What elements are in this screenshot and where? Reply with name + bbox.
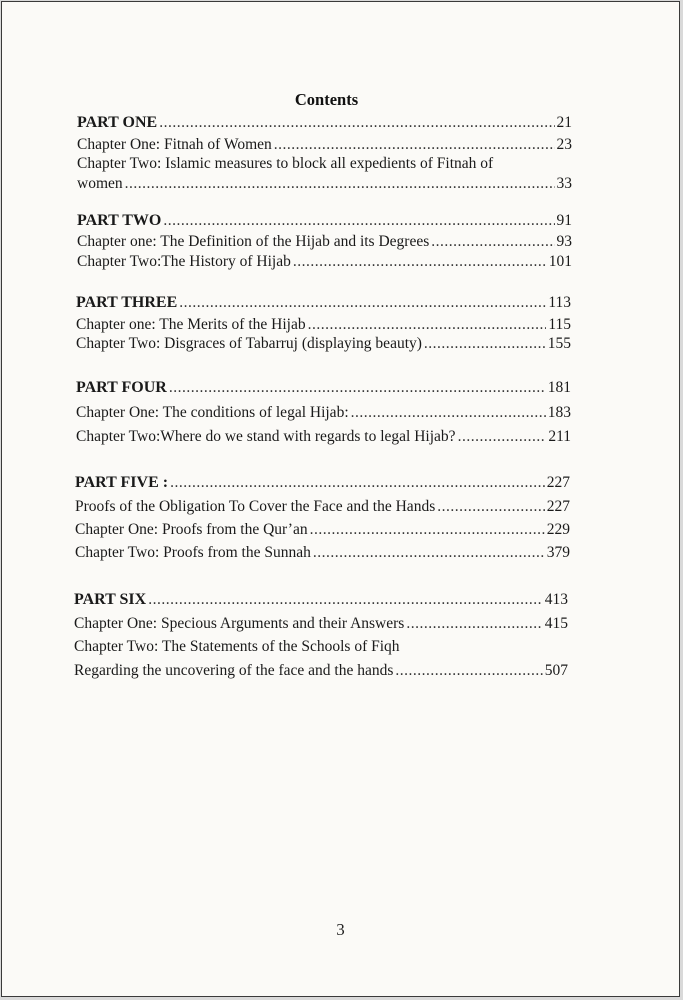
dot-leader [424,335,546,353]
page-ref: 115 [548,316,571,333]
page-number: 3 [336,920,345,939]
toc-part-one [77,114,572,132]
entry-label-line1: Chapter Two: Islamic measures to block all expedients of Fitnah of [77,155,494,172]
page-ref: 181 [547,379,571,396]
toc-entry [74,662,568,680]
toc-entry [77,253,572,271]
contents-heading: Contents [294,90,359,109]
toc-entry [77,233,572,251]
toc-entry [74,615,568,633]
dot-leader [293,253,547,271]
page-ref: 415 [544,615,568,632]
page-ref: 379 [546,544,570,561]
page-ref: 229 [546,521,570,538]
toc-entry [75,498,570,516]
dot-leader [169,379,546,397]
entry-label: Chapter one: The Merits of the Hijab [76,316,306,333]
dot-leader [163,212,554,230]
page-ref: 33 [556,175,572,192]
toc-entry [76,335,571,353]
dot-leader [406,615,542,633]
entry-label: Proofs of the Obligation To Cover the Face and the Hands [75,498,436,515]
part-label: PART THREE [76,294,178,311]
toc-part-five [75,474,570,492]
dot-leader [313,544,545,562]
toc-part-two [77,212,572,230]
dot-leader [395,662,542,680]
dot-leader [458,428,547,446]
dot-leader [274,136,555,154]
page-ref: 413 [544,591,568,608]
dot-leader [148,591,543,609]
toc-entry [75,521,570,539]
page-ref: 23 [556,136,572,153]
part-label: PART ONE [77,114,158,131]
entry-label: Chapter One: Specious Arguments and their Answers [74,615,405,632]
toc-part-three [76,294,571,312]
page-ref: 211 [548,428,571,445]
part-label: PART SIX [74,591,147,608]
toc-entry [75,544,570,562]
entry-label: Chapter one: The Definition of the Hijab and its Degrees [77,233,430,250]
page-ref: 183 [547,404,571,421]
page-ref: 91 [556,212,572,229]
entry-label: Regarding the uncovering of the face and the hands [74,662,394,679]
entry-label: Chapter One: Fitnah of Women [77,136,272,153]
page-ref: 507 [544,662,568,679]
dot-leader [431,233,554,251]
toc-entry [77,175,572,193]
entry-label: women [77,175,123,192]
entry-label: Chapter Two: Disgraces of Tabarruj (displaying beauty) [76,335,422,352]
dot-leader [179,294,546,312]
page-ref: 155 [547,335,571,352]
dot-leader [310,521,545,539]
page-ref: 227 [546,498,570,515]
entry-label: Chapter Two:The History of Hijab [77,253,291,270]
part-label: PART FOUR [76,379,167,396]
toc-part-four [76,379,571,397]
part-label: PART TWO [77,212,162,229]
entry-label: Chapter One: The conditions of legal Hijab: [76,404,349,421]
toc-part-six [74,591,568,609]
entry-label-line1: Chapter Two: The Statements of the Schools of Fiqh [74,638,400,655]
toc-entry [77,136,572,154]
entry-label: Chapter One: Proofs from the Qur’an [75,521,308,538]
page-ref: 93 [556,233,572,250]
dot-leader [125,175,555,193]
part-label: PART FIVE : [75,474,169,491]
dot-leader [159,114,554,132]
page-ref: 101 [548,253,572,270]
page-ref: 113 [548,294,571,311]
page-ref: 227 [546,474,570,491]
entry-label: Chapter Two:Where do we stand with regards to legal Hijab? [76,428,456,445]
toc-entry [76,404,571,422]
toc-entry [76,428,571,446]
entry-label: Chapter Two: Proofs from the Sunnah [75,544,311,561]
toc-entry [76,316,571,334]
dot-leader [170,474,545,492]
page-ref: 21 [556,114,572,131]
dot-leader [351,404,546,422]
dot-leader [308,316,547,334]
document-page [1,1,680,997]
dot-leader [437,498,545,516]
